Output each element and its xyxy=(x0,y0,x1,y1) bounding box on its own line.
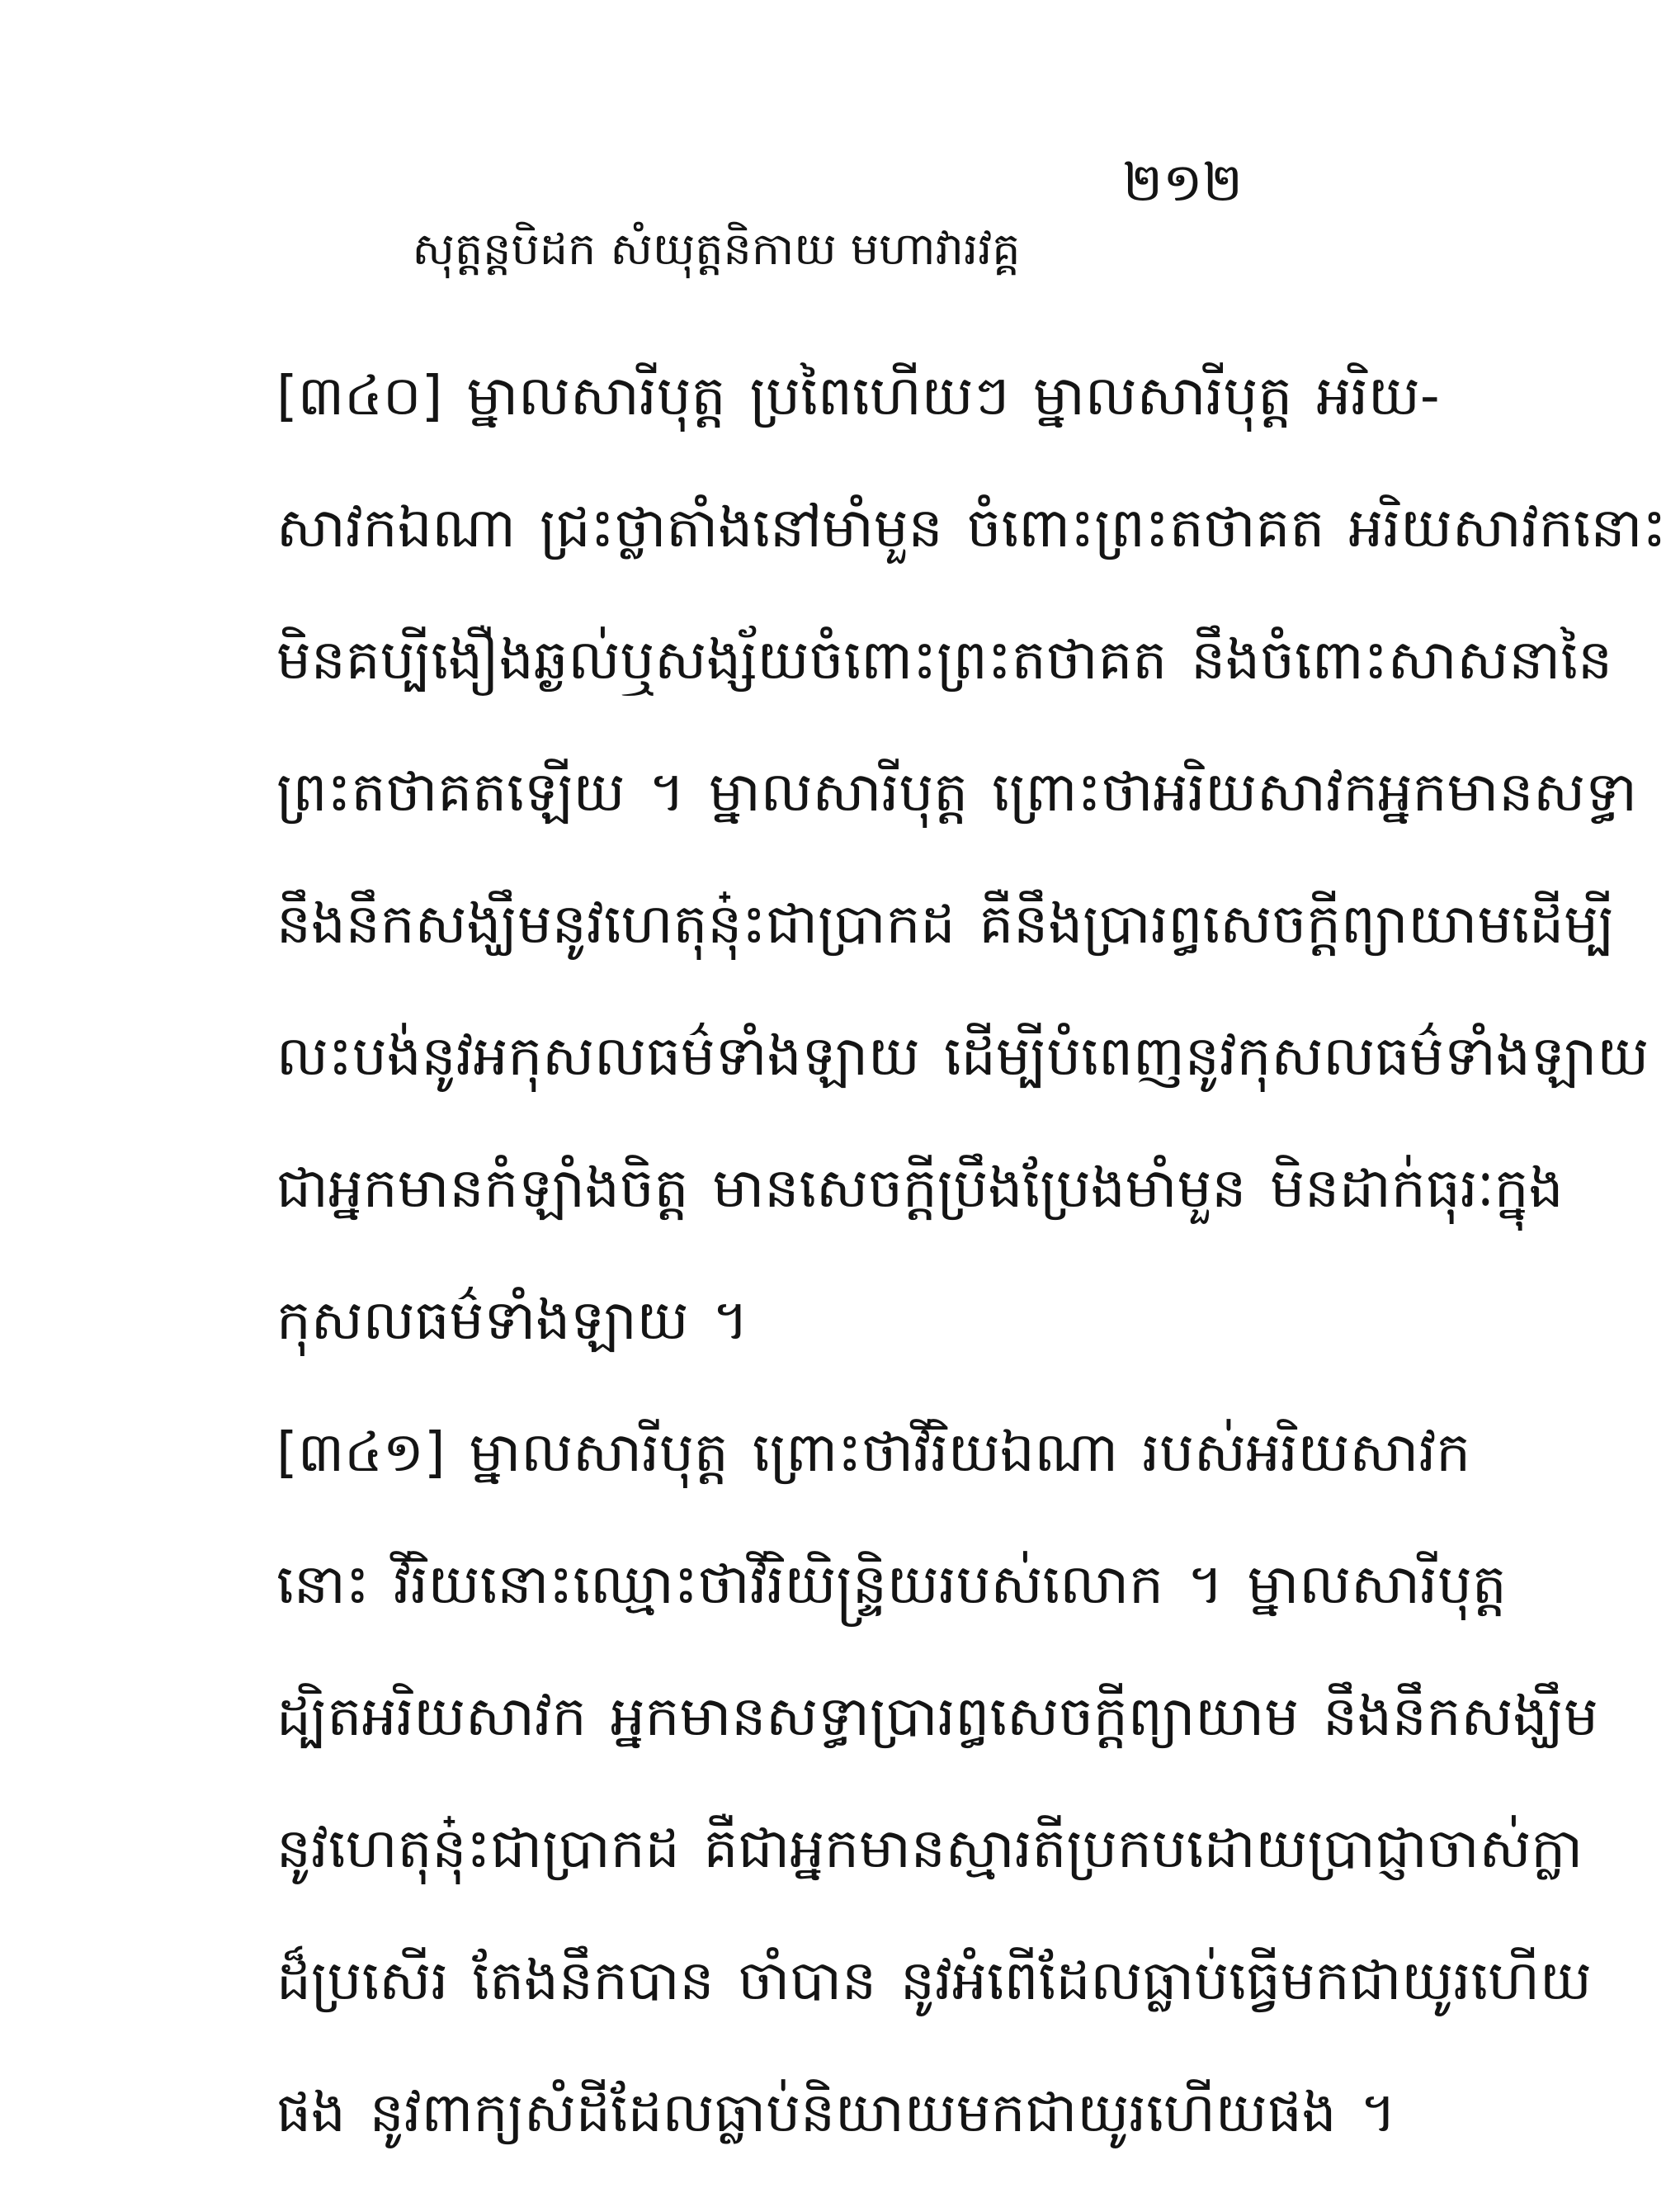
text-line: ដ្បិតអរិយសាវក អ្នកមានសទ្ធាប្រារព្ធសេចក្តីព្យាយាម នឹងនឹកសង្ឃឹម xyxy=(276,1685,1598,1748)
text-line: [៣៤១] ម្នាលសារីបុត្ត ព្រោះថាវីរិយឯណា របស់អរិយសាវក xyxy=(276,1420,1471,1484)
text-line: នូវហេតុនុ៎ះជាប្រាកដ គឺជាអ្នកមានស្មារតីប្រកបដោយប្រាជ្ញាចាស់ក្លា xyxy=(276,1817,1583,1880)
text-line: នោះ វីរិយនោះឈ្មោះថាវីរិយិន្ទ្រិយរបស់លោក ។ ម្នាលសារីបុត្ត xyxy=(276,1553,1507,1616)
text-line: ជាអ្នកមានកំឡាំងចិត្ត មានសេចក្តីប្រឹងប្រែងមាំមួន មិនដាក់ធុរៈក្នុង xyxy=(276,1156,1564,1220)
running-header: សុត្តន្តបិដក សំយុត្តនិកាយ មហាវារវគ្គ xyxy=(412,223,1021,275)
text-line: នឹងនឹកសង្ឃឹមនូវហេតុនុ៎ះជាប្រាកដ គឺនឹងប្រារព្ធសេចក្តីព្យាយាមដើម្បី xyxy=(276,892,1615,956)
paragraph-380 xyxy=(186,330,1666,1387)
text-line: កុសលធម៌ទាំងឡាយ ។ xyxy=(276,1288,748,1352)
page-number: ២១២ xyxy=(1122,153,1243,214)
text-line: [៣៤០] ម្នាលសារីបុត្ត ប្រពៃហើយៗ ម្នាលសារីបុត្ត អរិយ- xyxy=(276,364,1440,428)
text-line: មិនគប្បីងឿងឆ្ងល់ឬសង្ស័យចំពោះព្រះតថាគត នឹងចំពោះសាសនានៃ xyxy=(276,628,1613,692)
paragraph-381 xyxy=(186,1387,1598,2179)
text-line: ដ៏ប្រសើរ តែងនឹកបាន ចាំបាន នូវអំពើដែលធ្លាប់ធ្វើមកជាយូរហើយ xyxy=(276,1949,1592,2012)
text-line: សាវកឯណា ជ្រះថ្លាតាំងនៅមាំមួន ចំពោះព្រះតថាគត អរិយសាវកនោះ xyxy=(276,496,1666,560)
body-text xyxy=(186,330,1666,2179)
text-line: ផង នូវពាក្យសំដីដែលធ្លាប់និយាយមកជាយូរហើយផង ។ xyxy=(276,2081,1397,2144)
text-line: លះបង់នូវអកុសលធម៌ទាំងឡាយ ដើម្បីបំពេញនូវកុសលធម៌ទាំងឡាយ xyxy=(276,1024,1649,1088)
text-line: ព្រះតថាគតឡើយ ។ ម្នាលសារីបុត្ត ព្រោះថាអរិយសាវកអ្នកមានសទ្ធា xyxy=(276,760,1637,824)
